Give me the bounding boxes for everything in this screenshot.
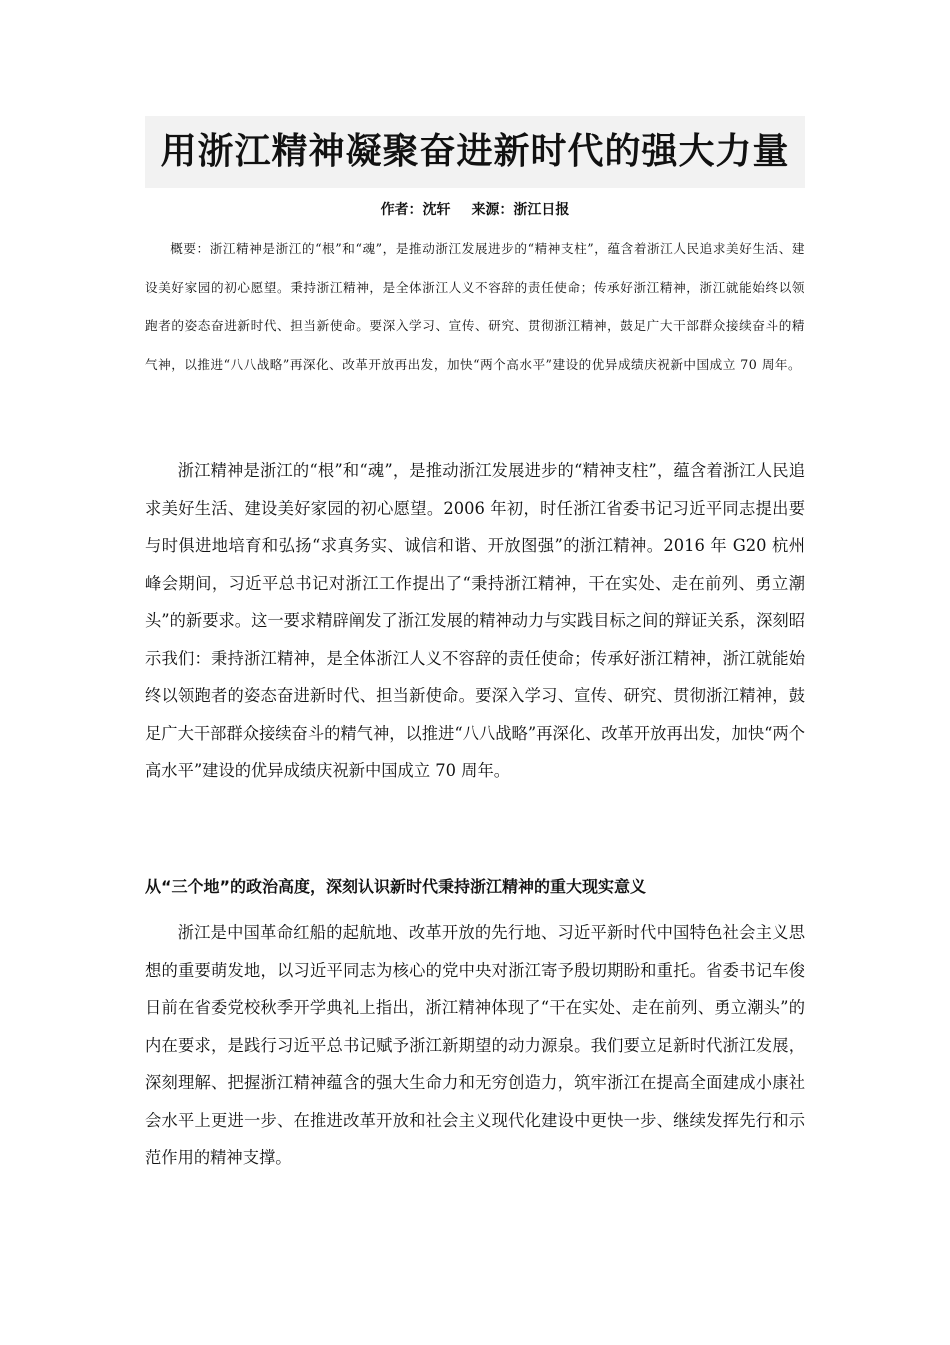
- article-abstract: 概要：浙江精神是浙江的“根”和“魂”，是推动浙江发展进步的“精神支柱”，蕴含着浙江人民追求美好生活、建设美好家园的初心愿望。秉持浙江精神，是全体浙江人义不容辞的责任使命；传承好浙江精神，浙江就能始终以领跑者的姿态奋进新时代、担当新使命。要深入学习、宣传、研究、贯彻浙江精神，鼓足广大干部群众接续奋斗的精气神，以推进“八八战略”再深化、改革开放再出发，加快“两个高水平”建设的优异成绩庆祝新中国成立 70 周年。: [145, 241, 805, 372]
- byline: [145, 198, 805, 222]
- body-paragraph-2: 浙江是中国革命红船的起航地、改革开放的先行地、习近平新时代中国特色社会主义思想的重要萌发地，以习近平同志为核心的党中央对浙江寄予殷切期盼和重托。省委书记车俊日前在省委党校秋季开学典礼上指出，浙江精神体现了“干在实处、走在前列、勇立潮头”的内在要求，是践行习近平总书记赋予浙江新期望的动力源泉。我们要立足新时代浙江发展，深刻理解、把握浙江精神蕴含的强大生命力和无穷创造力，筑牢浙江在提高全面建成小康社会水平上更进一步、在推进改革开放和社会主义现代化建设中更快一步、继续发挥先行和示范作用的精神支撑。: [145, 923, 805, 1167]
- body-paragraph-1: 浙江精神是浙江的“根”和“魂”，是推动浙江发展进步的“精神支柱”，蕴含着浙江人民追求美好生活、建设美好家园的初心愿望。2006 年初，时任浙江省委书记习近平同志提出要与时俱进地培育和弘扬“求真务实、诚信和谐、开放图强”的浙江精神。2016 年 G20 杭州峰会期间，习近平总书记对浙江工作提出了“秉持浙江精神，干在实处、走在前列、勇立潮头”的新要求。这一要求精辟阐发了浙江发展的精神动力与实践目标之间的辩证关系，深刻昭示我们：秉持浙江精神，是全体浙江人义不容辞的责任使命；传承好浙江精神，浙江就能始终以领跑者的姿态奋进新时代、担当新使命。要深入学习、宣传、研究、贯彻浙江精神，鼓足广大干部群众接续奋斗的精气神，以推进“八八战略”再深化、改革开放再出发，加快“两个高水平”建设的优异成绩庆祝新中国成立 70 周年。: [145, 461, 805, 780]
- article-title: 用浙江精神凝聚奋进新时代的强大力量: [145, 116, 805, 188]
- section-heading: 从“三个地”的政治高度，深刻认识新时代秉持浙江精神的重大现实意义: [145, 877, 647, 896]
- source-label: 来源：浙江日报: [471, 202, 570, 218]
- author-label: 作者：沈轩: [380, 202, 451, 218]
